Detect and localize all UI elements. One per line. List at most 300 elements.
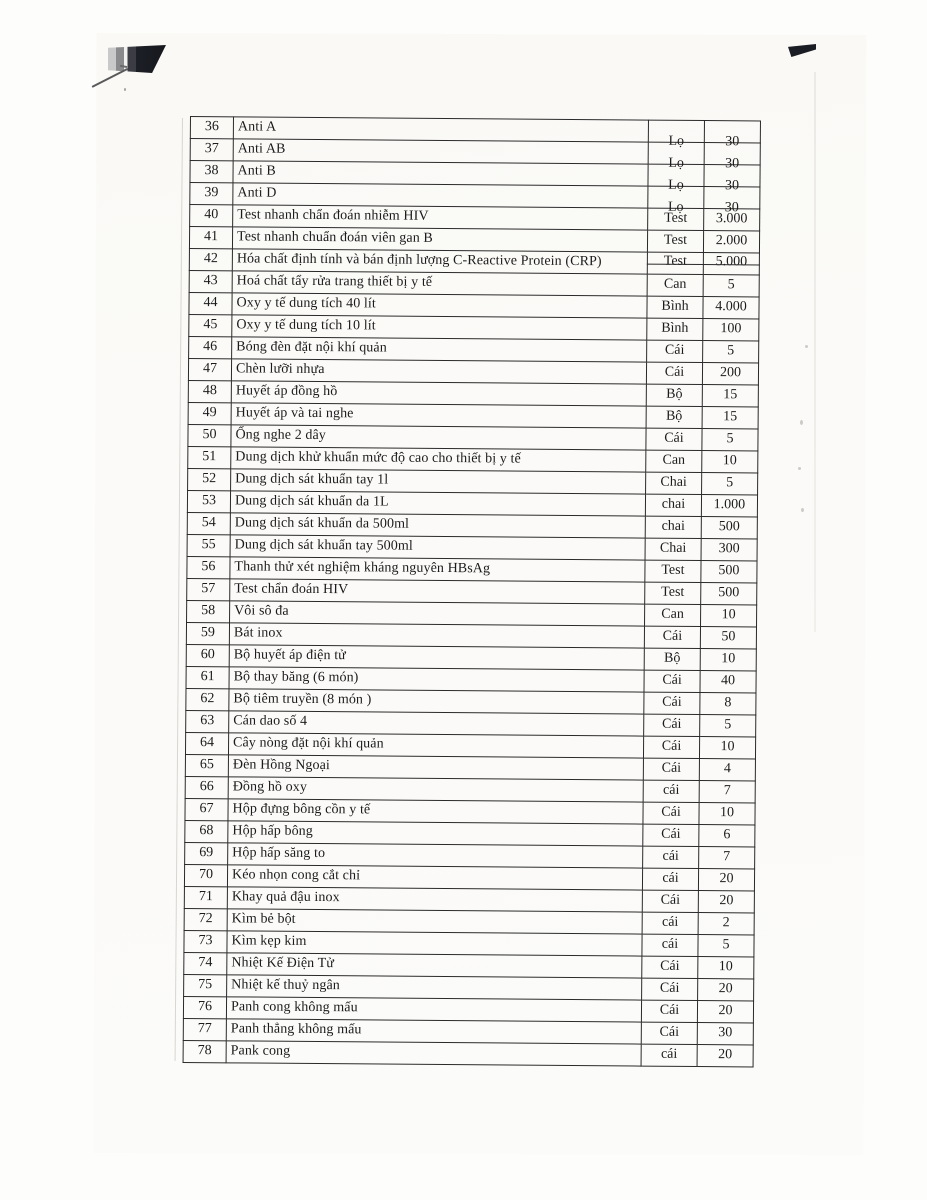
item-description-cell: [230, 579, 645, 604]
row-number-cell: [188, 380, 231, 402]
row-number-cell-text: 58: [201, 603, 216, 619]
item-quantity-cell-text: 500: [718, 585, 740, 601]
item-quantity-cell-text: 20: [719, 871, 734, 887]
item-quantity-cell-text: 500: [718, 519, 740, 535]
item-quantity-cell: [702, 407, 758, 429]
item-unit-cell-text: Test: [661, 562, 685, 578]
item-description-cell-text: Oxy y tế dung tích 10 lít: [236, 317, 376, 334]
item-quantity-cell-text: 200: [719, 365, 742, 381]
item-description-cell-text: Bộ thay băng (6 món): [233, 669, 359, 686]
item-quantity-cell-text: 8: [724, 695, 732, 711]
item-description-cell-text: Đèn Hồng Ngoại: [232, 757, 331, 774]
item-quantity-cell-text: 7: [723, 849, 731, 865]
item-unit-cell-text: Lọ: [668, 155, 684, 171]
item-description-cell: [229, 645, 644, 670]
item-quantity-cell-text: 300: [718, 541, 740, 557]
item-unit-cell-text: Bình: [661, 320, 689, 337]
inventory-table: [183, 116, 761, 1067]
item-unit-cell-text: Cái: [661, 760, 682, 776]
item-quantity-cell-text: 5: [724, 717, 732, 733]
item-quantity-cell: [700, 649, 756, 671]
item-description-cell-text: Nhiệt kế thuỷ ngân: [231, 977, 340, 994]
item-unit-cell: [641, 1022, 697, 1044]
item-unit-cell: [645, 516, 701, 538]
item-quantity-cell: [698, 935, 754, 957]
row-number-cell-text: 63: [200, 713, 215, 729]
item-quantity-cell-text: 6: [723, 827, 731, 843]
item-quantity-cell: [700, 693, 756, 715]
item-description-cell: [231, 469, 646, 494]
item-unit-cell-text: Cái: [659, 1024, 680, 1040]
item-unit-cell: [645, 494, 701, 516]
item-description-cell-text: Nhiệt Kế Điện Tử: [231, 955, 335, 972]
item-unit-cell-text: Cái: [659, 1002, 680, 1018]
item-quantity-cell: [699, 781, 755, 803]
item-quantity-cell-text: 30: [725, 156, 740, 172]
item-quantity-cell-text: 10: [719, 805, 735, 821]
item-unit-cell: [642, 868, 698, 890]
item-description-cell: [231, 359, 646, 384]
row-number-cell-text: 46: [203, 339, 218, 355]
item-quantity-cell-text: 5: [726, 475, 734, 491]
item-description-cell-text: Vôi sô đa: [234, 603, 289, 619]
item-unit-cell: [647, 296, 703, 318]
row-number-cell: [186, 644, 229, 666]
item-unit-cell: [642, 890, 698, 912]
item-description-cell: [228, 821, 643, 846]
row-number-cell-text: 51: [202, 449, 217, 465]
item-unit-cell: [642, 934, 698, 956]
item-description-cell-text: Bộ tiêm truyền (8 món ): [233, 691, 372, 708]
item-description-cell: [233, 117, 648, 142]
item-description-cell: [231, 425, 646, 450]
item-description-cell: [233, 139, 648, 164]
item-description-cell-text: Hóa chất định tính và bán định lượng C-Reactive Protein (CRP): [236, 251, 602, 270]
item-description-cell: [231, 403, 646, 428]
item-quantity-cell: [703, 253, 759, 275]
item-unit-cell-text: Test: [663, 253, 687, 269]
item-description-cell-text: Cây nòng đặt nội khí quản: [233, 735, 384, 752]
item-description-cell: [227, 909, 642, 934]
item-description-cell: [233, 161, 648, 186]
item-description-cell-text: Anti AB: [237, 141, 286, 157]
item-quantity-cell: [703, 231, 759, 253]
item-quantity-cell: [701, 561, 757, 583]
item-unit-cell-text: Test: [664, 210, 688, 227]
item-unit-cell: [643, 802, 699, 824]
item-unit-cell: [642, 978, 698, 1000]
item-unit-cell: [644, 626, 700, 648]
item-unit-cell: [643, 736, 699, 758]
row-number-cell-text: 76: [197, 999, 213, 1015]
scan-speck: [800, 420, 803, 425]
row-number-cell: [190, 139, 233, 161]
item-description-cell-text: Dung dịch sát khuẩn da 500ml: [234, 515, 410, 532]
row-number-cell-text: 77: [197, 1021, 212, 1037]
row-number-cell: [189, 314, 232, 336]
item-description-cell-text: Test chẩn đoán HIV: [234, 581, 349, 598]
item-description-cell: [226, 997, 641, 1022]
item-unit-cell: [643, 824, 699, 846]
row-number-cell-text: 65: [199, 757, 214, 773]
item-unit-cell: [648, 120, 704, 149]
item-quantity-cell: [700, 671, 756, 693]
row-number-cell: [185, 754, 228, 776]
scan-speck: [124, 88, 126, 91]
item-unit-cell-text: Bình: [661, 298, 689, 315]
item-quantity-cell-text: 20: [719, 893, 734, 909]
item-unit-cell-text: Chai: [660, 474, 687, 491]
item-unit-cell: [646, 362, 702, 384]
scan-speck: [805, 345, 808, 348]
item-unit-cell-text: cái: [661, 914, 679, 930]
row-number-cell: [186, 666, 229, 688]
item-description-cell: [232, 337, 647, 362]
row-number-cell-text: 74: [198, 955, 213, 971]
item-unit-cell-text: Cái: [660, 892, 681, 908]
item-quantity-cell-text: 30: [724, 200, 739, 216]
row-number-cell: [185, 820, 228, 842]
item-quantity-cell: [699, 847, 755, 869]
row-number-cell-text: 50: [202, 427, 217, 443]
item-description-cell-text: Bóng đèn đặt nội khí quản: [236, 339, 387, 356]
item-unit-cell-text: cái: [662, 870, 679, 886]
item-unit-cell-text: Can: [663, 276, 687, 292]
row-number-cell: [187, 556, 230, 578]
item-quantity-cell-text: 20: [718, 1003, 733, 1019]
item-quantity-cell: [698, 957, 754, 979]
row-number-cell: [184, 952, 227, 974]
item-quantity-cell-text: 4: [723, 761, 731, 777]
item-description-cell-text: Khay quả đậu inox: [231, 889, 340, 906]
item-quantity-cell-text: 100: [720, 321, 742, 337]
row-number-cell: [188, 358, 231, 380]
item-description-cell: [229, 623, 644, 648]
item-description-cell: [228, 799, 643, 824]
item-description-cell: [229, 689, 644, 714]
row-number-cell: [184, 974, 227, 996]
item-quantity-cell: [697, 1045, 753, 1067]
row-number-cell-text: 72: [198, 911, 213, 927]
row-number-cell-text: 36: [204, 119, 219, 135]
item-unit-cell: [647, 230, 703, 252]
item-description-cell: [231, 381, 646, 406]
row-number-cell-text: 75: [198, 977, 213, 993]
row-number-cell-text: 42: [203, 251, 218, 267]
row-number-cell-text: 43: [203, 273, 218, 289]
item-unit-cell-text: cái: [661, 936, 679, 952]
item-description-cell: [230, 557, 645, 582]
item-unit-cell: [643, 758, 699, 780]
item-unit-cell-text: Cái: [661, 804, 681, 820]
row-number-cell: [185, 842, 228, 864]
row-number-cell: [184, 930, 227, 952]
row-number-cell: [189, 248, 232, 270]
item-description-cell: [226, 1019, 641, 1044]
item-unit-cell-text: Cái: [662, 694, 682, 710]
item-quantity-cell-text: 4.000: [715, 299, 747, 315]
item-quantity-cell: [697, 1001, 753, 1023]
row-number-cell-text: 40: [204, 207, 219, 223]
item-unit-cell: [642, 956, 698, 978]
item-quantity-cell: [699, 759, 755, 781]
row-number-cell-text: 70: [198, 867, 214, 883]
item-description-cell: [228, 777, 643, 802]
row-number-cell: [187, 512, 230, 534]
row-number-cell-text: 66: [199, 779, 214, 795]
row-number-cell-text: 62: [200, 691, 215, 707]
row-number-cell-text: 71: [198, 889, 213, 905]
item-quantity-cell: [699, 737, 755, 759]
item-description-cell: [232, 271, 647, 296]
item-description-cell: [232, 249, 647, 274]
item-quantity-cell: [702, 473, 758, 495]
item-unit-cell-text: Chai: [659, 540, 687, 557]
item-unit-cell: [645, 582, 701, 604]
row-number-cell: [184, 864, 227, 886]
item-quantity-cell-text: 5: [727, 343, 735, 359]
row-number-cell: [183, 996, 226, 1018]
item-description-cell-text: Dung dịch khử khuẩn mức độ cao cho thiết bị y tế: [235, 449, 521, 467]
item-description-cell-text: Anti B: [237, 163, 276, 179]
inventory-table-container: [183, 116, 760, 1067]
row-number-cell: [186, 688, 229, 710]
item-description-cell-text: Huyết áp và tai nghe: [235, 405, 354, 422]
item-unit-cell: [646, 450, 702, 472]
row-number-cell-text: 38: [204, 163, 219, 179]
item-quantity-cell-text: 30: [718, 1025, 733, 1041]
item-description-cell-text: Panh thẳng không mấu: [230, 1021, 362, 1038]
item-unit-cell: [644, 714, 700, 736]
item-unit-cell: [643, 846, 699, 868]
row-number-cell-text: 61: [200, 669, 215, 685]
row-number-cell-text: 39: [204, 185, 219, 201]
item-quantity-cell-text: 7: [723, 783, 731, 799]
item-quantity-cell-text: 5: [722, 937, 730, 953]
item-description-cell: [230, 535, 645, 560]
item-description-cell: [230, 601, 645, 626]
item-quantity-cell: [704, 121, 760, 150]
item-description-cell: [228, 755, 643, 780]
item-unit-cell-text: chai: [661, 496, 686, 512]
item-quantity-cell: [702, 363, 758, 385]
row-number-cell: [185, 776, 228, 798]
item-description-cell: [227, 975, 642, 1000]
row-number-cell-text: 59: [200, 625, 216, 641]
item-description-cell: [233, 183, 648, 208]
item-description-cell-text: Oxy y tế dung tích 40 lít: [236, 295, 376, 312]
item-description-cell-text: Test nhanh chẩn đoán nhiễm HIV: [237, 207, 429, 224]
item-unit-cell-text: Cái: [662, 672, 682, 688]
item-unit-cell-text: Cái: [660, 958, 680, 974]
item-quantity-cell: [702, 451, 758, 473]
item-unit-cell: [644, 692, 700, 714]
row-number-cell: [187, 534, 230, 556]
item-quantity-cell-text: 5.000: [715, 254, 748, 270]
row-number-cell-text: 56: [201, 559, 216, 575]
item-unit-cell: [646, 384, 702, 406]
item-quantity-cell-text: 40: [721, 673, 736, 689]
row-number-cell-text: 37: [204, 141, 219, 157]
item-unit-cell: [644, 670, 700, 692]
item-unit-cell-text: cái: [662, 782, 680, 798]
item-unit-cell-text: Cái: [661, 738, 682, 754]
item-quantity-cell-text: 20: [718, 1047, 733, 1063]
row-number-cell-text: 54: [201, 515, 216, 531]
item-unit-cell-text: chai: [661, 518, 686, 534]
item-unit-cell-text: cái: [662, 848, 679, 864]
item-description-cell: [227, 865, 642, 890]
row-number-cell-text: 67: [199, 801, 214, 817]
item-description-cell: [232, 227, 647, 252]
item-quantity-cell-text: 5: [727, 277, 735, 293]
item-unit-cell-text: Can: [662, 452, 686, 468]
item-description-cell: [227, 931, 642, 956]
row-number-cell-text: 53: [201, 493, 217, 509]
row-number-cell: [186, 622, 229, 644]
item-quantity-cell-text: 3.000: [715, 211, 748, 227]
row-number-cell: [188, 446, 231, 468]
item-description-cell-text: Kéo nhọn cong cắt chỉ: [231, 867, 361, 884]
row-number-cell-text: 49: [202, 405, 217, 421]
row-number-cell: [189, 336, 232, 358]
item-quantity-cell: [699, 803, 755, 825]
item-unit-cell-text: Cái: [659, 980, 680, 996]
item-quantity-cell: [698, 891, 754, 913]
item-unit-cell: [646, 472, 702, 494]
item-unit-cell-text: Cái: [664, 342, 685, 358]
item-quantity-cell: [702, 429, 758, 451]
item-quantity-cell-text: 1.000: [713, 497, 746, 513]
item-unit-cell: [641, 1000, 697, 1022]
item-unit-cell: [645, 560, 701, 582]
item-quantity-cell: [701, 605, 757, 627]
item-unit-cell-text: Bộ: [664, 650, 681, 666]
item-unit-cell-text: Can: [661, 606, 684, 622]
item-description-cell: [227, 887, 642, 912]
item-description-cell-text: Panh cong không mấu: [230, 999, 358, 1016]
item-description-cell: [228, 843, 643, 868]
item-unit-cell: [645, 538, 701, 560]
item-description-cell: [226, 1041, 641, 1066]
item-quantity-cell-text: 30: [725, 134, 740, 150]
item-unit-cell: [646, 428, 702, 450]
item-unit-cell-text: Test: [661, 584, 685, 600]
row-number-cell: [190, 161, 233, 183]
item-quantity-cell: [700, 715, 756, 737]
item-description-cell-text: Kìm bẻ bột: [231, 911, 296, 927]
item-quantity-cell-text: 2: [722, 915, 730, 931]
item-quantity-cell-text: 15: [723, 387, 738, 403]
item-quantity-cell-text: 10: [720, 739, 735, 755]
row-number-cell: [190, 183, 233, 205]
item-unit-cell: [647, 318, 703, 340]
item-quantity-cell-text: 10: [721, 651, 736, 667]
row-number-cell: [187, 600, 230, 622]
item-quantity-cell: [703, 297, 759, 319]
row-number-cell-text: 73: [198, 933, 213, 949]
item-description-cell-text: Hộp hấp bông: [232, 823, 313, 840]
item-unit-cell: [647, 252, 703, 274]
item-quantity-cell: [701, 517, 757, 539]
row-number-cell: [187, 490, 230, 512]
item-description-cell-text: Anti A: [237, 119, 277, 135]
row-number-cell: [190, 117, 233, 139]
item-unit-cell: [646, 406, 702, 428]
item-description-cell-text: Dung dịch sát khuẩn tay 1l: [235, 471, 389, 488]
item-unit-cell: [647, 340, 703, 362]
item-unit-cell: [642, 912, 698, 934]
row-number-cell: [184, 908, 227, 930]
row-number-cell: [183, 1040, 226, 1062]
item-description-cell: [233, 205, 648, 230]
scan-speck: [798, 467, 801, 470]
item-description-cell-text: Chèn lưỡi nhựa: [235, 361, 325, 378]
item-description-cell-text: Hộp đựng bông cồn y tế: [232, 801, 371, 818]
row-number-cell-text: 64: [200, 735, 215, 751]
row-number-cell-text: 41: [203, 229, 219, 245]
item-description-cell-text: Huyết áp đồng hồ: [235, 383, 338, 400]
item-unit-cell-text: Cái: [662, 628, 683, 644]
item-description-cell-text: Ống nghe 2 dây: [235, 427, 327, 444]
row-number-cell-text: 45: [203, 317, 218, 333]
item-quantity-cell-text: 30: [724, 178, 740, 194]
row-number-cell-text: 44: [203, 295, 218, 311]
item-quantity-cell-text: 5: [726, 431, 734, 447]
item-description-cell-text: Hộp hấp săng to: [232, 845, 326, 862]
item-quantity-cell-text: 10: [722, 453, 737, 469]
item-description-cell-text: Test nhanh chuẩn đoán viên gan B: [236, 229, 433, 247]
item-quantity-cell: [697, 1023, 753, 1045]
row-number-cell-text: 52: [202, 471, 217, 487]
item-description-cell-text: Bộ huyết áp điện tử: [233, 647, 346, 664]
item-quantity-cell: [701, 583, 757, 605]
item-description-cell: [229, 711, 644, 736]
scan-speck: [801, 508, 804, 512]
item-unit-cell-text: Lọ: [667, 199, 684, 215]
item-description-cell: [231, 447, 646, 472]
item-unit-cell: [645, 604, 701, 626]
row-number-cell: [188, 424, 231, 446]
row-number-cell-text: 78: [197, 1043, 212, 1059]
item-unit-cell: [647, 274, 703, 296]
table-row: [183, 1040, 753, 1066]
row-number-cell: [189, 292, 232, 314]
row-number-cell: [184, 886, 227, 908]
item-description-cell: [230, 491, 645, 516]
row-number-cell: [188, 402, 231, 424]
item-quantity-cell: [698, 869, 754, 891]
item-quantity-cell-text: 10: [718, 959, 733, 975]
item-quantity-cell: [703, 319, 759, 341]
item-description-cell: [230, 513, 645, 538]
row-number-cell: [185, 732, 228, 754]
row-number-cell-text: 68: [199, 823, 214, 839]
item-quantity-cell: [703, 275, 759, 297]
inventory-table-body: [183, 117, 760, 1067]
item-description-cell: [227, 953, 642, 978]
row-number-cell: [189, 227, 232, 249]
row-number-cell: [186, 710, 229, 732]
item-quantity-cell-text: 50: [721, 629, 736, 645]
item-description-cell-text: Bát inox: [233, 625, 283, 641]
item-unit-cell-text: Bộ: [665, 408, 683, 424]
item-unit-cell-text: Lọ: [668, 177, 684, 193]
row-number-cell: [188, 468, 231, 490]
row-number-cell: [185, 798, 228, 820]
item-unit-cell-text: Lọ: [668, 133, 685, 149]
item-description-cell-text: Dung dịch sát khuẩn tay 500ml: [234, 537, 413, 554]
